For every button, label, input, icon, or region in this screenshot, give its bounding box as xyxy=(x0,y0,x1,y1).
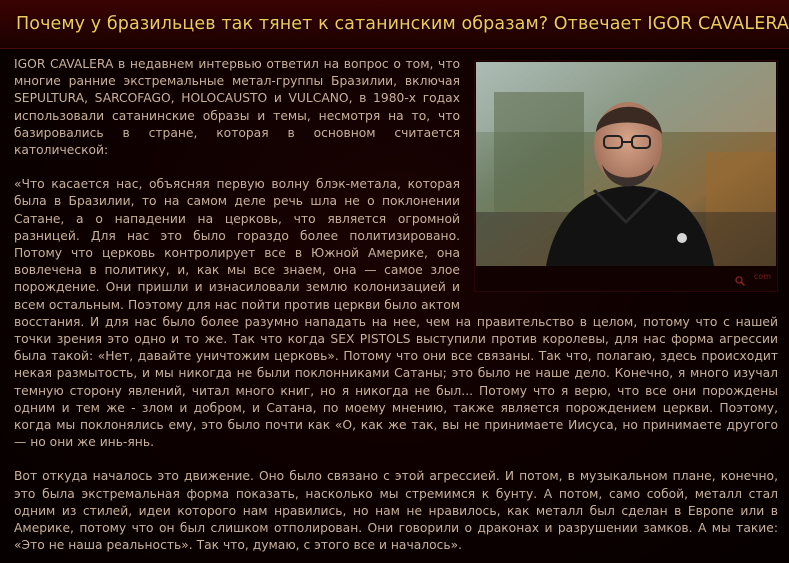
paragraph-quote: «Что касается нас, объясняя первую волну блэк-метала, которая была в Бразилии, то на самом деле речь шла не о поклонении Сатане, а о нападении на церковь, что является огромной разницей. Для нас это было гораздо более политизировано. Потому что церковь контролирует все в Южной Америке, она вовлечена в политику, и, как мы все знаем, она — самое злое порождение. Они пришли и изнасиловали землю колонизацией и всем остальным. Поэтому для нас пойти против церкви было актом восстания. И для нас было более разумно нападать на нее, чем на правительство в целом, потому что с нашей точки зрения это одно и то же. Так что когда SEX PISTOLS выступили против королевы, для нас форма агрессии была такой: «Нет, давайте уничтожим церковь». Потому что они все связаны. Так что, полагаю, здесь происходит некая размытость, и мы никогда не были поклонниками Сатаны; это было не наше дело. Конечно, я много изучал темную сторону явлений, читал много книг, но я никогда не был... Потому что я верю, что все они порождены одним и тем же - злом и добром, и Сатана, по моему мнению, также является порождением церкви. Поэтому, когда мы поклонялись ему, это было почти как «О, как же так, вы не принимаете Иисуса, но принимаете другого — но они же инь-янь. xyxy=(14,177,778,450)
zoom-icon[interactable] xyxy=(735,276,745,286)
photo-illustration xyxy=(476,62,776,266)
photo-frame[interactable] xyxy=(474,60,778,292)
paragraph-intro: IGOR CAVALERA в недавнем интервью ответил на вопрос о том, что многие ранние экстремальные метал-группы Бразилии, включая SEPULTURA, SARCOFAGO, HOLOCAUSTO и VULCANO, в 1980-х годах использовали сатанинские образы и темы, несмотря на то, что базировались в стране, которая в основном считается католической: xyxy=(14,57,460,158)
article-body xyxy=(14,56,778,563)
title-bar xyxy=(0,0,789,49)
paragraph-conclusion: Вот откуда началось это движение. Оно было связано с этой агрессией. И потом, в музыкальном плане, конечно, это была экстремальная форма показать, насколько мы стремимся к бунту. А потом, само собой, металл стал одним из стилей, идеи которого нам нравились, но нам не нравилось, как металл был сделан в Европе или в Америке, потому что он был слишком отполирован. Они говорили о драконах и разрушении замков. А мы такие: «Это не наша реальность». Так что, думаю, с этого все и началось». xyxy=(14,469,778,553)
article-photo[interactable] xyxy=(476,62,776,266)
photo-caption: com xyxy=(753,271,771,281)
article-title[interactable]: Почему у бразильцев так тянет к сатанинским образам? Отвечает IGOR CAVALERA xyxy=(16,14,789,34)
